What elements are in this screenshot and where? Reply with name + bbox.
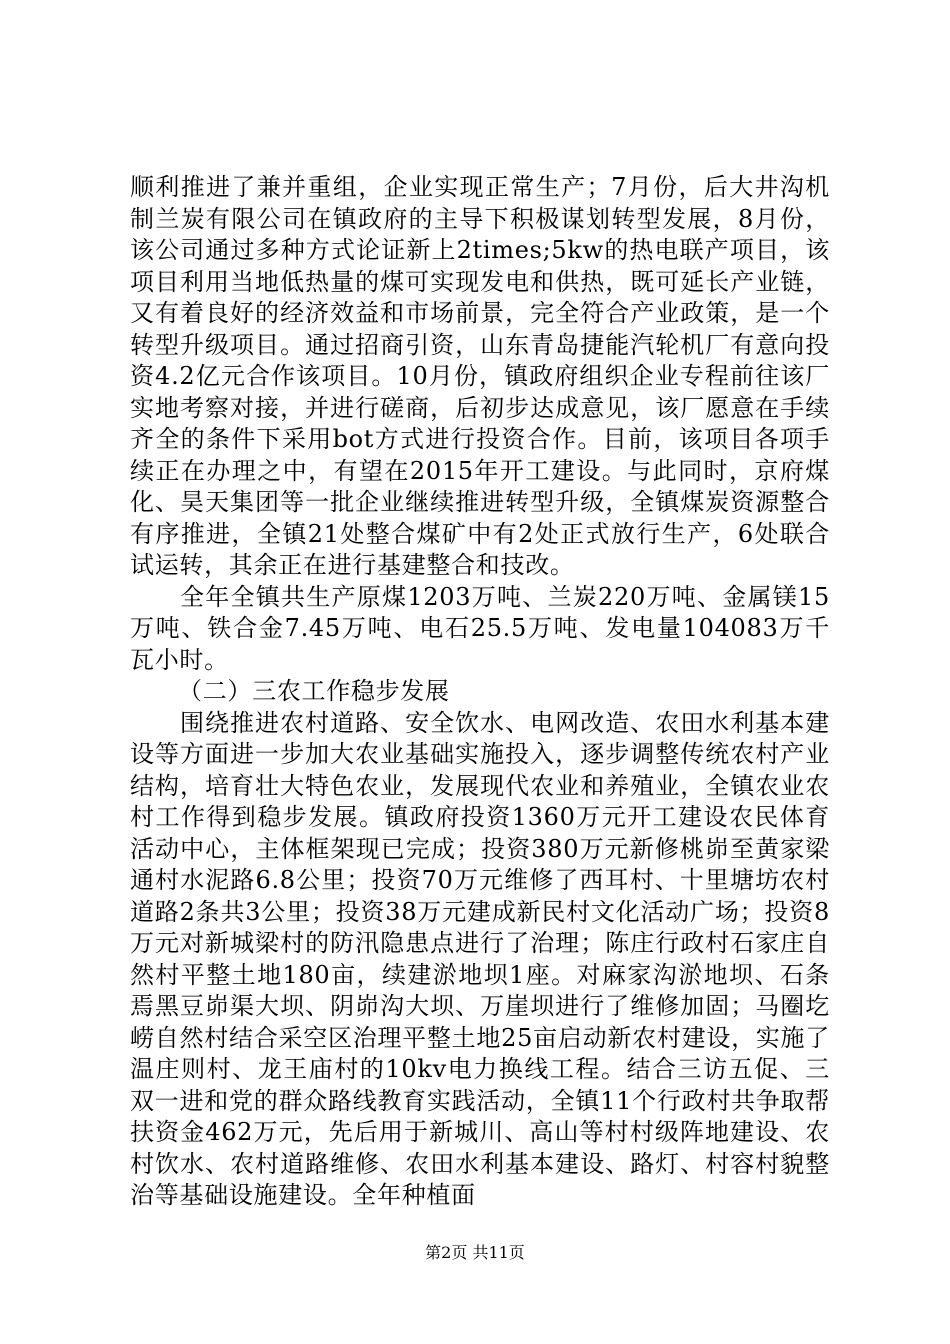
paragraph-enterprise-transformation: 顺利推进了兼并重组，企业实现正常生产；7月份，后大井沟机制兰炭有限公司在镇政府的主导下积极谋划转型发展，8月份，该公司通过多种方式论证新上2times;5kw的热电联产项目，该项目利用当地低热量的煤可实现发电和供热，既可延长产业链，又有着良好的经济效益和市场前景，完全符合产业政策，是一个转型升级项目。通过招商引资，山东青岛捷能汽轮机厂有意向投资4.2亿元合作该项目。10月份，镇政府组织企业专程前往该厂实地考察对接，并进行磋商，后初步达成意见，该厂愿意在手续齐全的条件下采用bot方式进行投资合作。目前，该项目各项手续正在办理之中，有望在2015年开工建设。与此同时，京府煤化、昊天集团等一批企业继续推进转型升级，全镇煤炭资源整合有序推进，全镇21处整合煤矿中有2处正式放行生产，6处联合试运转，其余正在进行基建整合和技改。 <box>130 173 830 579</box>
page-footer: 第2页 共11页 <box>425 1243 525 1262</box>
section-heading: （二）三农工作稳步发展 <box>178 677 450 705</box>
document-body <box>130 172 830 1212</box>
paragraph-annual-output: 全年全镇共生产原煤1203万吨、兰炭220万吨、金属镁15万吨、铁合金7.45万吨、电石25.5万吨、发电量104083万千瓦小时。 <box>130 582 830 674</box>
paragraph-agriculture: 围绕推进农村道路、安全饮水、电网改造、农田水利基本建设等方面进一步加大农业基础实施投入，逐步调整传统农村产业结构，培育壮大特色农业，发展现代农业和养殖业，全镇农业农村工作得到稳步发展。镇政府投资1360万元开工建设农民体育活动中心，主体框架现已完成；投资380万元新修桃峁至黄家梁通村水泥路6.8公里；投资70万元维修了西耳村、十里塘坊农村道路2条共3公里；投资38万元建成新民村文化活动广场；投资8万元对新城梁村的防汛隐患点进行了治理；陈庄行政村石家庄自然村平整土地180亩，续建淤地坝1座。对麻家沟淤地坝、石条焉黑豆峁渠大坝、阴峁沟大坝、万崖坝进行了维修加固；马圈圪崂自然村结合采空区治理平整土地25亩启动新农村建设，实施了温庄则村、龙王庙村的10kv电力换线工程。结合三访五促、三双一进和党的群众路线教育实践活动，全镇11个行政村共争取帮扶资金462万元，先后用于新城川、高山等村村级阵地建设、农村饮水、农村道路维修、农田水利基本建设、路灯、村容村貌整治等基础设施建设。全年种植面 <box>130 708 830 1209</box>
